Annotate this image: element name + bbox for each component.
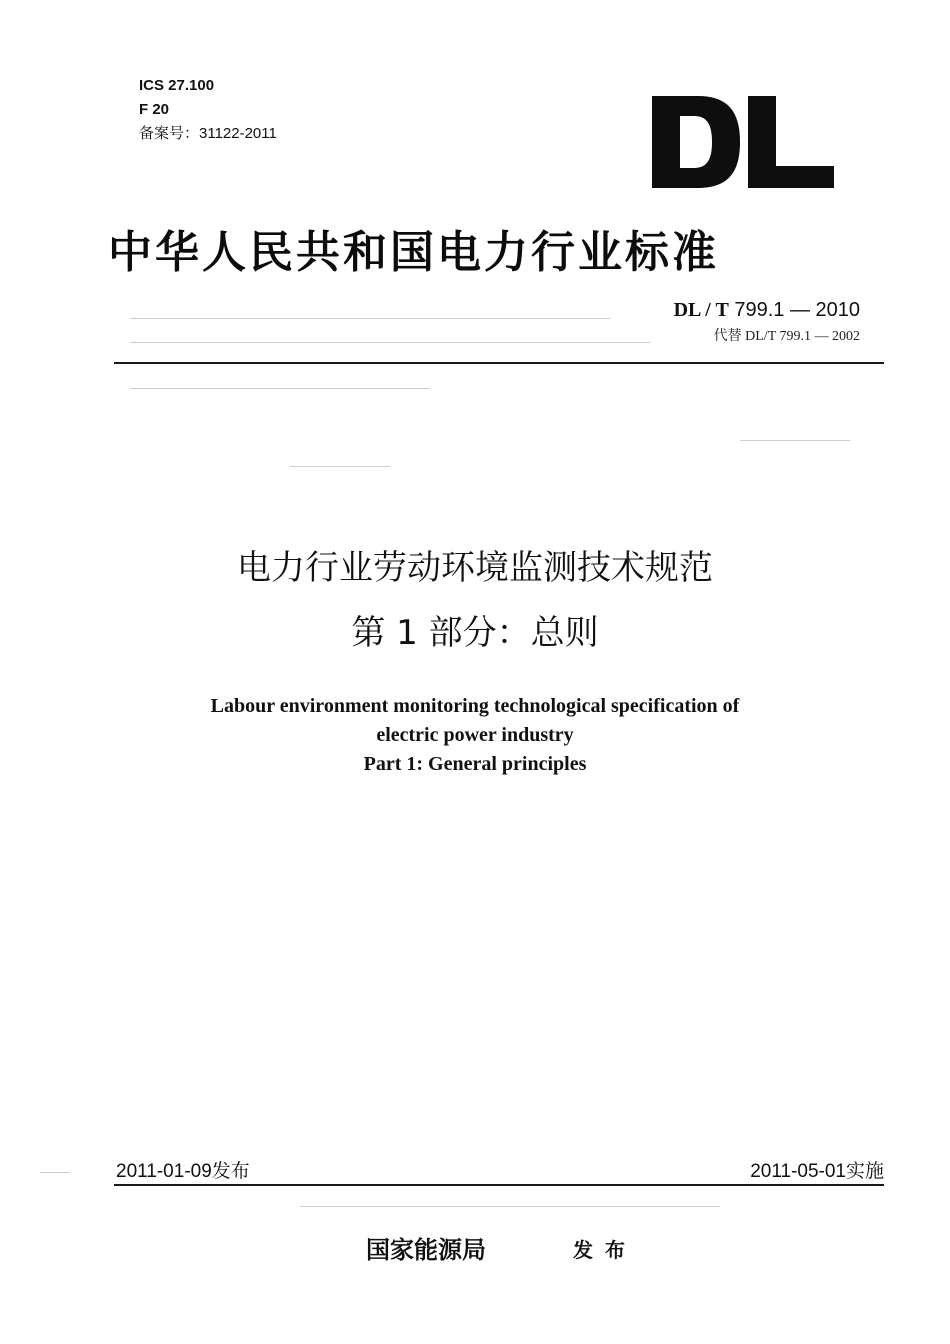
subtitle-chinese: 第 1 部分：总则	[351, 613, 599, 653]
publisher-name: 国家能源局	[366, 1235, 486, 1264]
effective-date: 2011-05-01实施	[750, 1161, 884, 1182]
organization-title: 中华人民共和国电力行业标准	[108, 227, 719, 278]
scan-noise	[130, 342, 650, 343]
title-chinese: 电力行业劳动环境监测技术规范	[237, 548, 713, 588]
standard-code	[674, 299, 860, 322]
replaced-standard: 代替 DL/T 799.1 — 2002	[713, 329, 860, 344]
header-divider	[114, 362, 884, 364]
footer-divider	[114, 1184, 884, 1186]
scan-noise	[130, 388, 430, 389]
ics-code: ICS 27.100	[139, 77, 215, 94]
classification-code: F 20	[139, 101, 170, 118]
standard-number: 799.1 — 2010	[734, 299, 860, 321]
scan-noise	[130, 318, 610, 319]
scan-noise	[40, 1172, 70, 1173]
issue-date: 2011-01-09发布	[116, 1161, 250, 1182]
scan-noise	[300, 1206, 720, 1207]
dl-logo	[652, 96, 834, 188]
title-english	[0, 692, 950, 779]
title-english-line: electric power industry	[376, 724, 574, 746]
scan-noise	[290, 466, 390, 467]
title-english-line: Labour environment monitoring technological specification of	[210, 695, 740, 717]
publish-label: 发布	[573, 1238, 637, 1262]
scan-noise	[740, 440, 850, 441]
document-metadata	[139, 74, 277, 146]
filing-number: 备案号：31122-2011	[139, 125, 277, 142]
title-english-line: Part 1: General principles	[363, 753, 587, 775]
standard-prefix: DL / T	[673, 299, 729, 321]
